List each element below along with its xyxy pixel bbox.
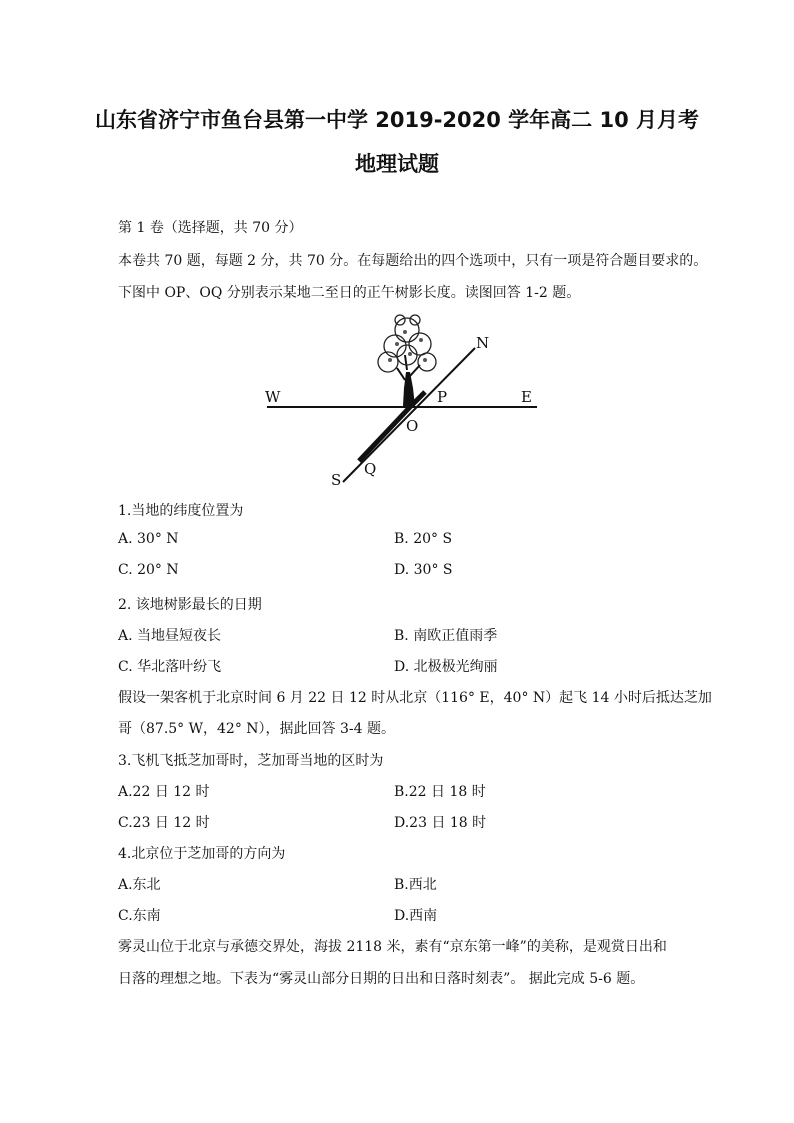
- q3-stem: 3.飞机飞抵芝加哥时，芝加哥当地的区时为: [118, 753, 384, 769]
- q1-option-c: C. 20° N: [118, 562, 179, 578]
- q2-option-a: A. 当地昼短夜长: [118, 628, 222, 644]
- q4-stem: 4.北京位于芝加哥的方向为: [118, 846, 286, 862]
- label-e: E: [521, 388, 532, 406]
- q2-stem: 2. 该地树影最长的日期: [118, 597, 262, 613]
- q4-option-c: C.东南: [118, 908, 161, 924]
- q1-option-b: B. 20° S: [394, 531, 453, 547]
- q2-option-c: C. 华北落叶纷飞: [118, 659, 222, 675]
- tree-shadow-figure: [255, 310, 555, 495]
- q4-option-d: D.西南: [394, 908, 438, 924]
- label-w: W: [265, 388, 281, 406]
- q3-option-d: D.23 日 18 时: [394, 815, 487, 831]
- instructions: 本卷共 70 题，每题 2 分，共 70 分。在每题给出的四个选项中，只有一项是符合题目要求的。: [118, 253, 708, 269]
- q2-option-d: D. 北极极光绚丽: [394, 659, 498, 675]
- q1-option-d: D. 30° S: [394, 562, 453, 578]
- exam-subtitle: 地理试题: [355, 152, 439, 176]
- q1-stem: 1.当地的纬度位置为: [118, 503, 244, 519]
- intro-q3-4-line1: 假设一架客机于北京时间 6 月 22 日 12 时从北京（116° E，40° N）起飞 14 小时后抵达芝加: [118, 690, 712, 706]
- label-o: O: [406, 417, 419, 435]
- intro-q1-2: 下图中 OP、OQ 分别表示某地二至日的正午树影长度。读图回答 1-2 题。: [118, 285, 581, 301]
- intro-q5-6-line2: 日落的理想之地。下表为“雾灵山部分日期的日出和日落时刻表”。 据此完成 5-6 题。: [118, 971, 645, 987]
- q4-option-b: B.西北: [394, 877, 437, 893]
- label-s: S: [331, 471, 342, 489]
- exam-title: 山东省济宁市鱼台县第一中学 2019-2020 学年高二 10 月月考: [94, 108, 700, 132]
- q3-option-b: B.22 日 18 时: [394, 784, 486, 800]
- q1-option-a: A. 30° N: [118, 531, 179, 547]
- intro-q3-4-line2: 哥（87.5° W，42° N），据此回答 3-4 题。: [118, 721, 395, 737]
- label-p: P: [437, 388, 448, 406]
- q3-option-c: C.23 日 12 时: [118, 815, 210, 831]
- q3-option-a: A.22 日 12 时: [118, 784, 210, 800]
- label-n: N: [476, 334, 490, 352]
- q2-option-b: B. 南欧正值雨季: [394, 628, 498, 644]
- label-q: Q: [364, 460, 377, 478]
- q4-option-a: A.东北: [118, 877, 161, 893]
- intro-q5-6-line1: 雾灵山位于北京与承德交界处，海拔 2118 米，素有“京东第一峰”的美称，是观赏日出和: [118, 939, 667, 955]
- section-heading: 第 1 卷（选择题，共 70 分）: [118, 220, 303, 236]
